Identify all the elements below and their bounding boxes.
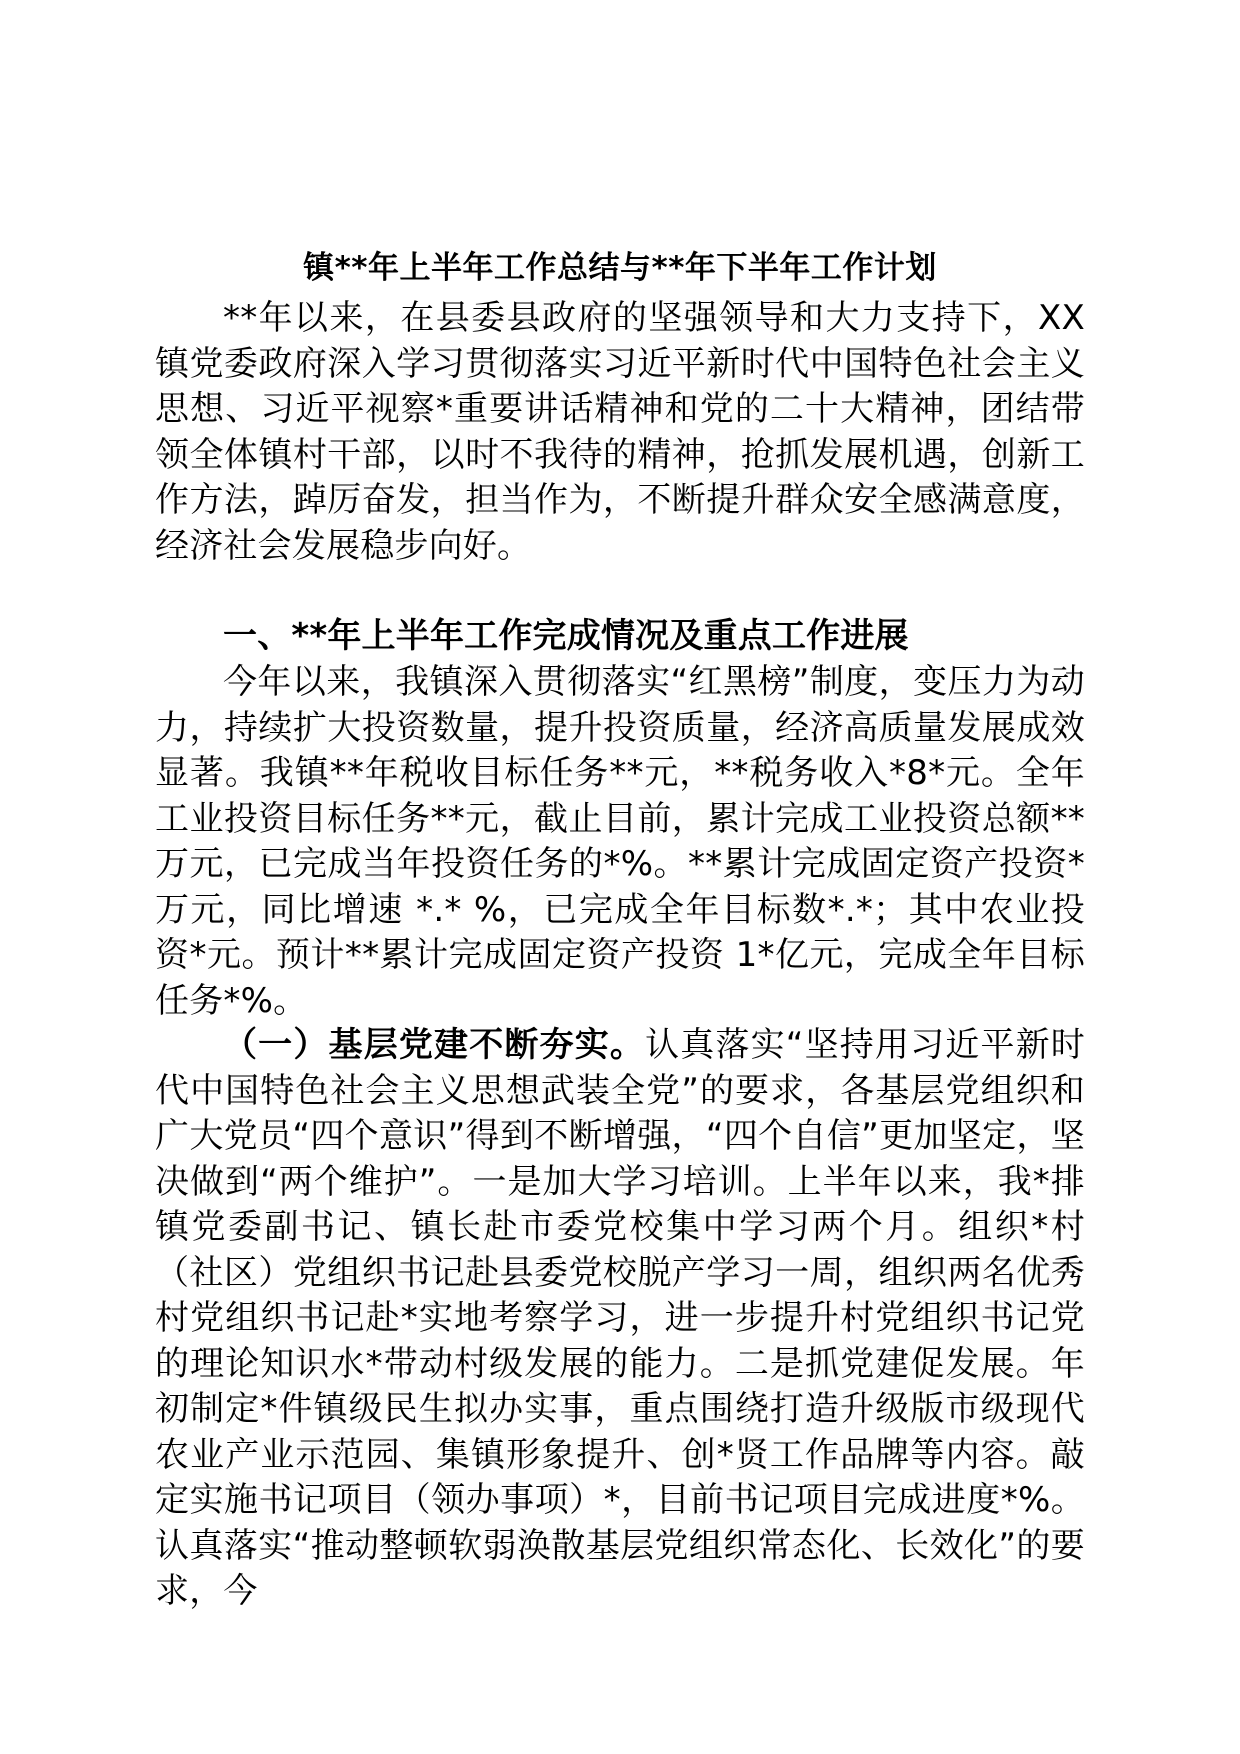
section-paragraph-text: 今年以来，我镇深入贯彻落实“红黑榜”制度，变压力为动力，持续扩大投资数量，提升投资质量，经济高质量发展成效显著。我镇**年税收目标任务**元，**税务收入*8*元。全年工业投资目标任务**元，截止目前，累计完成工业投资总额**万元，已完成当年投资任务的*%。**累计完成固定资产投资*万元，同比增速 *.* %，已完成全年目标数*.*；其中农业投资*元。预计**累计完成固定资产投资 1*亿元，完成全年目标任务*%。 — [155, 662, 1085, 1021]
document-title: 镇**年上半年工作总结与**年下半年工作计划 — [303, 250, 937, 286]
subsection-text: 认真落实“坚持用习近平新时代中国特色社会主义思想武装全党”的要求，各基层党组织和广大党员“四个意识”得到不断增强，“四个自信”更加坚定，坚决做到“两个维护”。一是加大学习培训。上半年以来，我*排镇党委副书记、镇长赴市委党校集中学习两个月。组织*村（社区）党组织书记赴县委党校脱产学习一周，组织两名优秀村党组织书记赴*实地考察学习，进一步提升村党组织书记党的理论知识水*带动村级发展的能力。二是抓党建促发展。年初制定*件镇级民生拟办实事，重点围绕打造升级版市级现代农业产业示范园、集镇形象提升、创*贤工作品牌等内容。敲定实施书记项目（领办事项）*，目前书记项目完成进度*%。认真落实“推动整顿软弱涣散基层党组织常态化、长效化”的要求，今 — [155, 1025, 1085, 1611]
section-paragraph — [155, 660, 1085, 1024]
subsection-heading: （一）基层党建不断夯实。 — [223, 1025, 646, 1065]
subsection-paragraph — [155, 1023, 1085, 1615]
section-heading: 一、**年上半年工作完成情况及重点工作进展 — [223, 616, 909, 656]
intro-paragraph: **年以来，在县委县政府的坚强领导和大力支持下，XX 镇党委政府深入学习贯彻落实习近平新时代中国特色社会主义思想、习近平视察*重要讲话精神和党的二十大精神，团结带领全体镇村干部，以时不我待的精神，抢抓发展机遇，创新工作方法，踔厉奋发，担当作为，不断提升群众安全感满意度，经济社会发展稳步向好。 — [155, 298, 1085, 566]
